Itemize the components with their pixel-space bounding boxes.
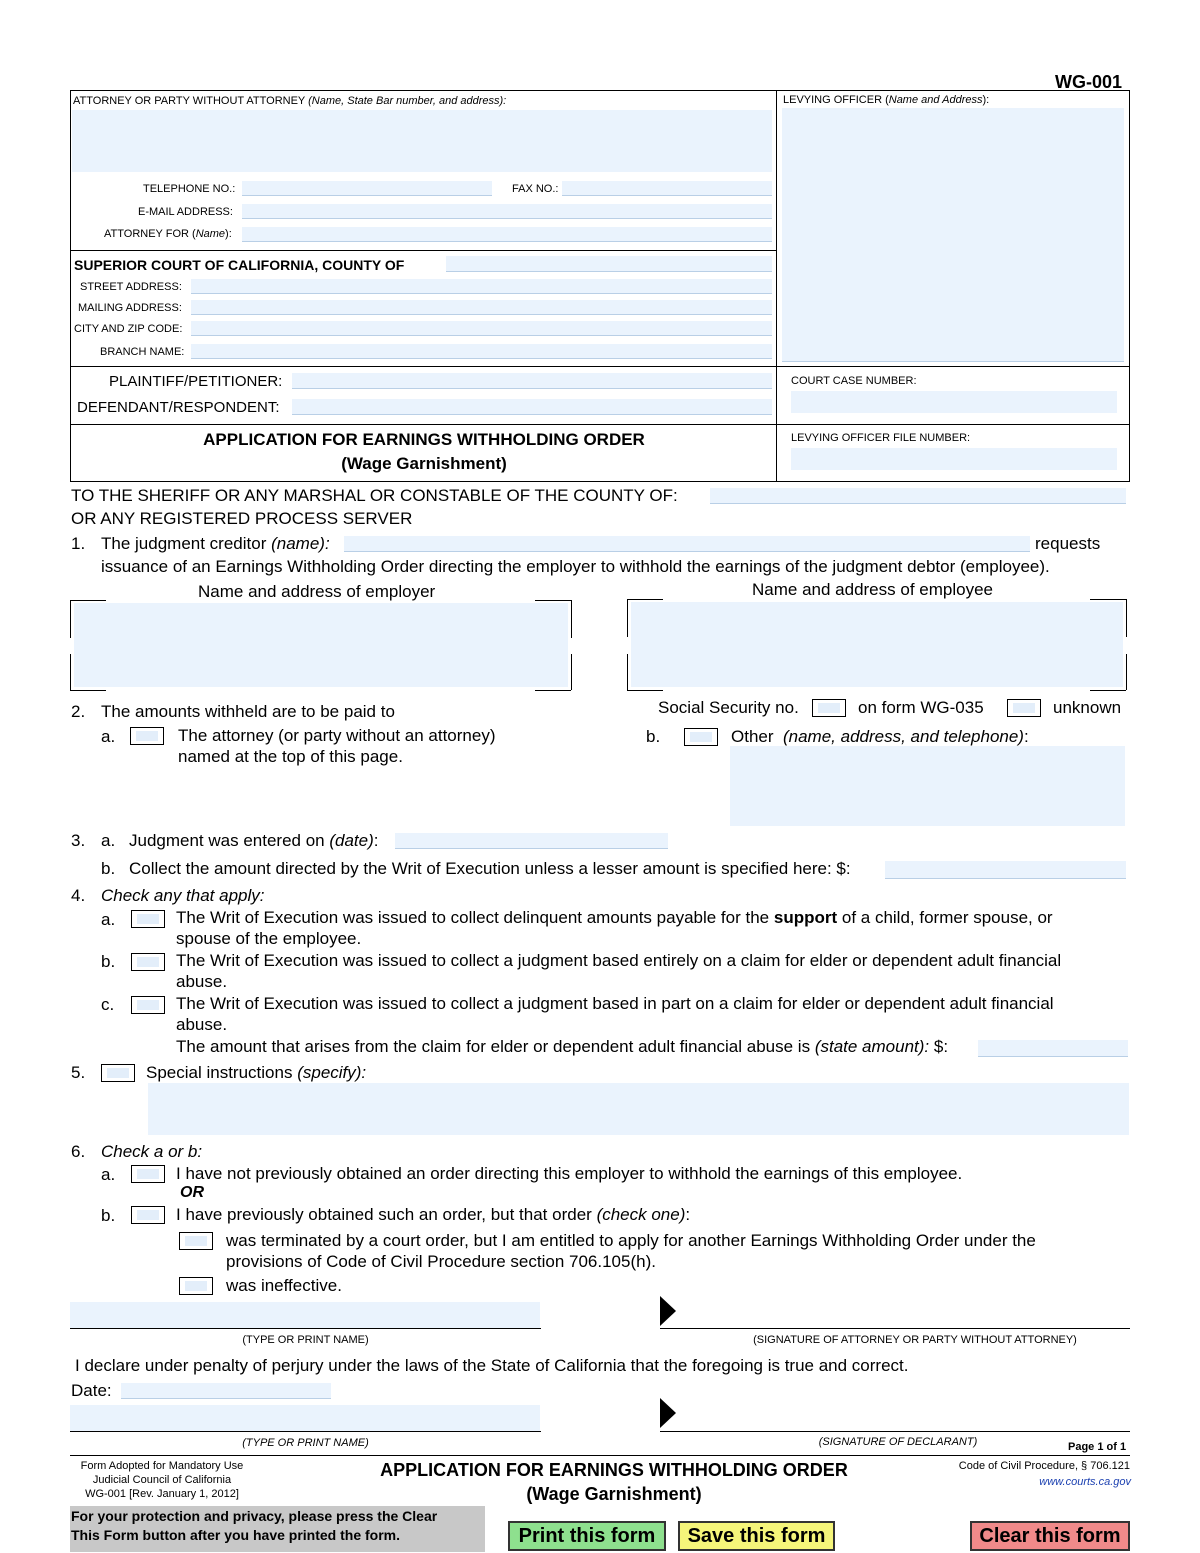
name-line-2	[70, 1431, 541, 1432]
item-4b-text-2: abuse.	[176, 972, 228, 991]
elder-abuse-amount-field[interactable]	[978, 1040, 1128, 1057]
county-field[interactable]	[446, 256, 772, 272]
signature-arrow-icon	[660, 1296, 678, 1326]
item-4-number: 4.	[71, 886, 86, 905]
type-name-label: (TYPE OR PRINT NAME)	[242, 1334, 369, 1346]
type-name-label-2: (TYPE OR PRINT NAME)	[242, 1437, 369, 1449]
bracket	[535, 690, 571, 691]
item-4b-text: The Writ of Execution was issued to collect a judgment based entirely on a claim for elder or dependent adult financial	[176, 951, 1062, 970]
attorney-address-field[interactable]	[72, 110, 772, 172]
item-2a-text-2: named at the top of this page.	[178, 747, 403, 766]
bracket	[70, 654, 71, 690]
item-4b-checkbox[interactable]	[131, 953, 165, 971]
court-parties-divider	[70, 366, 1130, 367]
mailing-address-label: MAILING ADDRESS:	[78, 302, 182, 314]
bracket	[1126, 654, 1127, 690]
process-server-text: OR ANY REGISTERED PROCESS SERVER	[71, 509, 413, 528]
requests-text: requests	[1035, 534, 1101, 553]
or-text: OR	[180, 1184, 204, 1201]
bracket	[571, 600, 572, 638]
special-instructions-field[interactable]	[148, 1083, 1129, 1135]
file-number-field[interactable]	[791, 448, 1117, 470]
footer-title: APPLICATION FOR EARNINGS WITHHOLDING ORDER	[380, 1460, 848, 1480]
levying-officer-field[interactable]	[782, 108, 1124, 362]
item-6b-checkbox[interactable]	[131, 1206, 165, 1224]
declaration-date-field[interactable]	[121, 1383, 331, 1399]
bracket	[627, 654, 628, 690]
item-1-label: The judgment creditor (name):	[101, 534, 330, 553]
county-of-field[interactable]	[710, 488, 1126, 504]
bracket	[627, 690, 663, 691]
date-label: Date:	[71, 1381, 112, 1400]
item-2b-letter: b.	[646, 727, 661, 746]
attorney-court-divider	[70, 250, 776, 251]
save-form-button[interactable]: Save this form	[678, 1521, 835, 1551]
item-2-number: 2.	[71, 702, 86, 721]
bracket	[535, 600, 571, 601]
defendant-label: DEFENDANT/RESPONDENT:	[77, 399, 280, 416]
order-ineffective-text: was ineffective.	[226, 1276, 342, 1295]
item-2a-letter: a.	[101, 727, 116, 746]
telephone-label: TELEPHONE NO.:	[143, 183, 236, 195]
bracket	[571, 654, 572, 690]
declarant-signature-label: (SIGNATURE OF DECLARANT)	[818, 1436, 978, 1448]
item-3a-text: Judgment was entered on (date):	[129, 831, 379, 850]
ssn-form-label: on form WG-035	[858, 698, 984, 717]
employer-address-field[interactable]	[74, 603, 568, 687]
bracket	[627, 599, 628, 637]
item-4c-amount-text: The amount that arises from the claim for elder or dependent adult financial abuse is (state amount): $:	[176, 1037, 949, 1056]
item-4c-text: The Writ of Execution was issued to collect a judgment based in part on a claim for elder or dependent adult financial	[176, 994, 1054, 1013]
footer-subtitle: (Wage Garnishment)	[526, 1484, 702, 1504]
attorney-label: ATTORNEY OR PARTY WITHOUT ATTORNEY (Name, State Bar number, and address):	[73, 95, 507, 107]
signature-line-2	[660, 1431, 1130, 1432]
ssn-unknown-checkbox[interactable]	[1007, 699, 1041, 717]
item-6a-letter: a.	[101, 1165, 116, 1184]
employer-label: Name and address of employer	[198, 582, 436, 601]
declarant-print-name-field[interactable]	[70, 1405, 540, 1431]
item-5-text: Special instructions (specify):	[146, 1063, 367, 1082]
bracket	[627, 599, 663, 600]
bracket	[1090, 599, 1126, 600]
email-field[interactable]	[242, 204, 772, 219]
street-address-label: STREET ADDRESS:	[80, 281, 182, 293]
item-4a-text-2: spouse of the employee.	[176, 929, 362, 948]
lesser-amount-field[interactable]	[885, 861, 1126, 879]
declaration-text: I declare under penalty of perjury under the laws of the State of California that the foregoing is true and correct.	[75, 1356, 909, 1375]
item-6b-text: I have previously obtained such an order, but that order (check one):	[176, 1205, 691, 1224]
order-terminated-text-2: provisions of Code of Civil Procedure section 706.105(h).	[226, 1252, 656, 1271]
item-5-checkbox[interactable]	[101, 1064, 135, 1082]
item-2b-checkbox[interactable]	[684, 728, 718, 746]
item-6a-text: I have not previously obtained an order directing this employer to withhold the earnings of this employee.	[176, 1164, 963, 1183]
item-3b-text: Collect the amount directed by the Writ of Execution unless a lesser amount is specified here: $:	[129, 859, 851, 878]
item-4c-letter: c.	[101, 995, 115, 1014]
fax-field[interactable]	[562, 181, 772, 196]
item-6a-checkbox[interactable]	[131, 1165, 165, 1183]
plaintiff-label: PLAINTIFF/PETITIONER:	[109, 373, 283, 390]
case-number-field[interactable]	[791, 391, 1117, 413]
levying-officer-label: LEVYING OFFICER (Name and Address):	[783, 94, 990, 106]
code-citation: Code of Civil Procedure, § 706.121	[958, 1460, 1130, 1472]
fax-label: FAX NO.:	[512, 183, 559, 195]
ssn-on-form-checkbox[interactable]	[812, 699, 846, 717]
court-title: SUPERIOR COURT OF CALIFORNIA, COUNTY OF	[74, 257, 405, 273]
branch-name-label: BRANCH NAME:	[100, 346, 185, 358]
employee-label: Name and address of employee	[752, 580, 993, 599]
item-2a-checkbox[interactable]	[130, 727, 164, 745]
footer-divider	[70, 1455, 1130, 1456]
name-line	[70, 1328, 541, 1329]
item-3a-letter: a.	[101, 831, 116, 850]
item-4-hint: Check any that apply:	[101, 886, 265, 905]
bracket	[70, 690, 106, 691]
bracket	[1126, 599, 1127, 637]
item-4a-text: The Writ of Execution was issued to collect delinquent amounts payable for the support of a child, former spouse, or	[176, 908, 1053, 927]
branch-name-field[interactable]	[191, 344, 772, 359]
judgment-date-field[interactable]	[395, 833, 668, 849]
email-label: E-MAIL ADDRESS:	[138, 206, 233, 218]
item-1-text: issuance of an Earnings Withholding Order directing the employer to withhold the earnings of the judgment debtor (employee).	[101, 557, 1050, 576]
attorney-for-label: ATTORNEY FOR (Name):	[104, 228, 232, 240]
courts-link[interactable]: www.courts.ca.gov	[1039, 1476, 1131, 1488]
street-address-field[interactable]	[191, 279, 772, 294]
bracket	[70, 600, 71, 638]
item-5-number: 5.	[71, 1063, 86, 1082]
mailing-address-field[interactable]	[191, 300, 772, 315]
signature-line	[660, 1328, 1130, 1329]
case-number-label: COURT CASE NUMBER:	[791, 375, 917, 387]
adopted-notice: Form Adopted for Mandatory Use Judicial Council of California WG-001 [Rev. January 1, 2012]	[80, 1460, 244, 1500]
item-4c-checkbox[interactable]	[131, 996, 165, 1014]
attorney-signature-label: (SIGNATURE OF ATTORNEY OR PARTY WITHOUT ATTORNEY)	[753, 1334, 1077, 1346]
bracket	[1090, 690, 1126, 691]
telephone-field[interactable]	[242, 181, 492, 196]
form-number: WG-001	[1055, 72, 1123, 92]
judgment-creditor-field[interactable]	[344, 536, 1030, 552]
item-3-number: 3.	[71, 831, 86, 850]
item-2b-text: Other (name, address, and telephone):	[731, 727, 1029, 746]
item-4c-text-2: abuse.	[176, 1015, 228, 1034]
item-3b-letter: b.	[101, 859, 116, 878]
file-number-label: LEVYING OFFICER FILE NUMBER:	[791, 432, 971, 444]
other-payee-field[interactable]	[730, 746, 1125, 826]
document-subtitle: (Wage Garnishment)	[341, 454, 507, 473]
item-2-text: The amounts withheld are to be paid to	[101, 702, 395, 721]
item-6b-letter: b.	[101, 1206, 116, 1225]
item-1-number: 1.	[71, 534, 86, 553]
item-6-hint: Check a or b:	[101, 1142, 203, 1161]
parties-title-divider	[70, 424, 1130, 425]
employee-address-field[interactable]	[631, 602, 1123, 687]
page-number: Page 1 of 1	[1068, 1441, 1127, 1453]
defendant-field[interactable]	[292, 399, 772, 415]
item-4a-checkbox[interactable]	[131, 910, 165, 928]
clear-form-button[interactable]: Clear this form	[970, 1521, 1130, 1551]
signature-arrow-icon	[660, 1398, 678, 1428]
privacy-notice: For your protection and privacy, please press the Clear This Form button after you have printed the form.	[70, 1506, 485, 1552]
order-terminated-checkbox[interactable]	[179, 1232, 213, 1250]
item-2a-text: The attorney (or party without an attorney)	[178, 726, 496, 745]
to-sheriff-text: TO THE SHERIFF OR ANY MARSHAL OR CONSTABLE OF THE COUNTY OF:	[71, 486, 678, 505]
document-title: APPLICATION FOR EARNINGS WITHHOLDING ORDER	[203, 430, 645, 449]
city-zip-label: CITY AND ZIP CODE:	[74, 323, 183, 335]
print-form-button[interactable]: Print this form	[508, 1521, 666, 1551]
ssn-unknown-label: unknown	[1053, 698, 1122, 717]
order-terminated-text: was terminated by a court order, but I am entitled to apply for another Earnings Withholding Order under the	[226, 1231, 1036, 1250]
plaintiff-field[interactable]	[292, 373, 772, 389]
item-6-number: 6.	[71, 1142, 86, 1161]
attorney-for-field[interactable]	[242, 227, 772, 242]
item-4b-letter: b.	[101, 952, 116, 971]
item-4a-letter: a.	[101, 910, 116, 929]
order-ineffective-checkbox[interactable]	[179, 1277, 213, 1295]
bracket	[70, 600, 106, 601]
city-zip-field[interactable]	[191, 321, 772, 336]
ssn-label: Social Security no.	[658, 698, 799, 717]
attorney-print-name-field[interactable]	[70, 1302, 540, 1328]
